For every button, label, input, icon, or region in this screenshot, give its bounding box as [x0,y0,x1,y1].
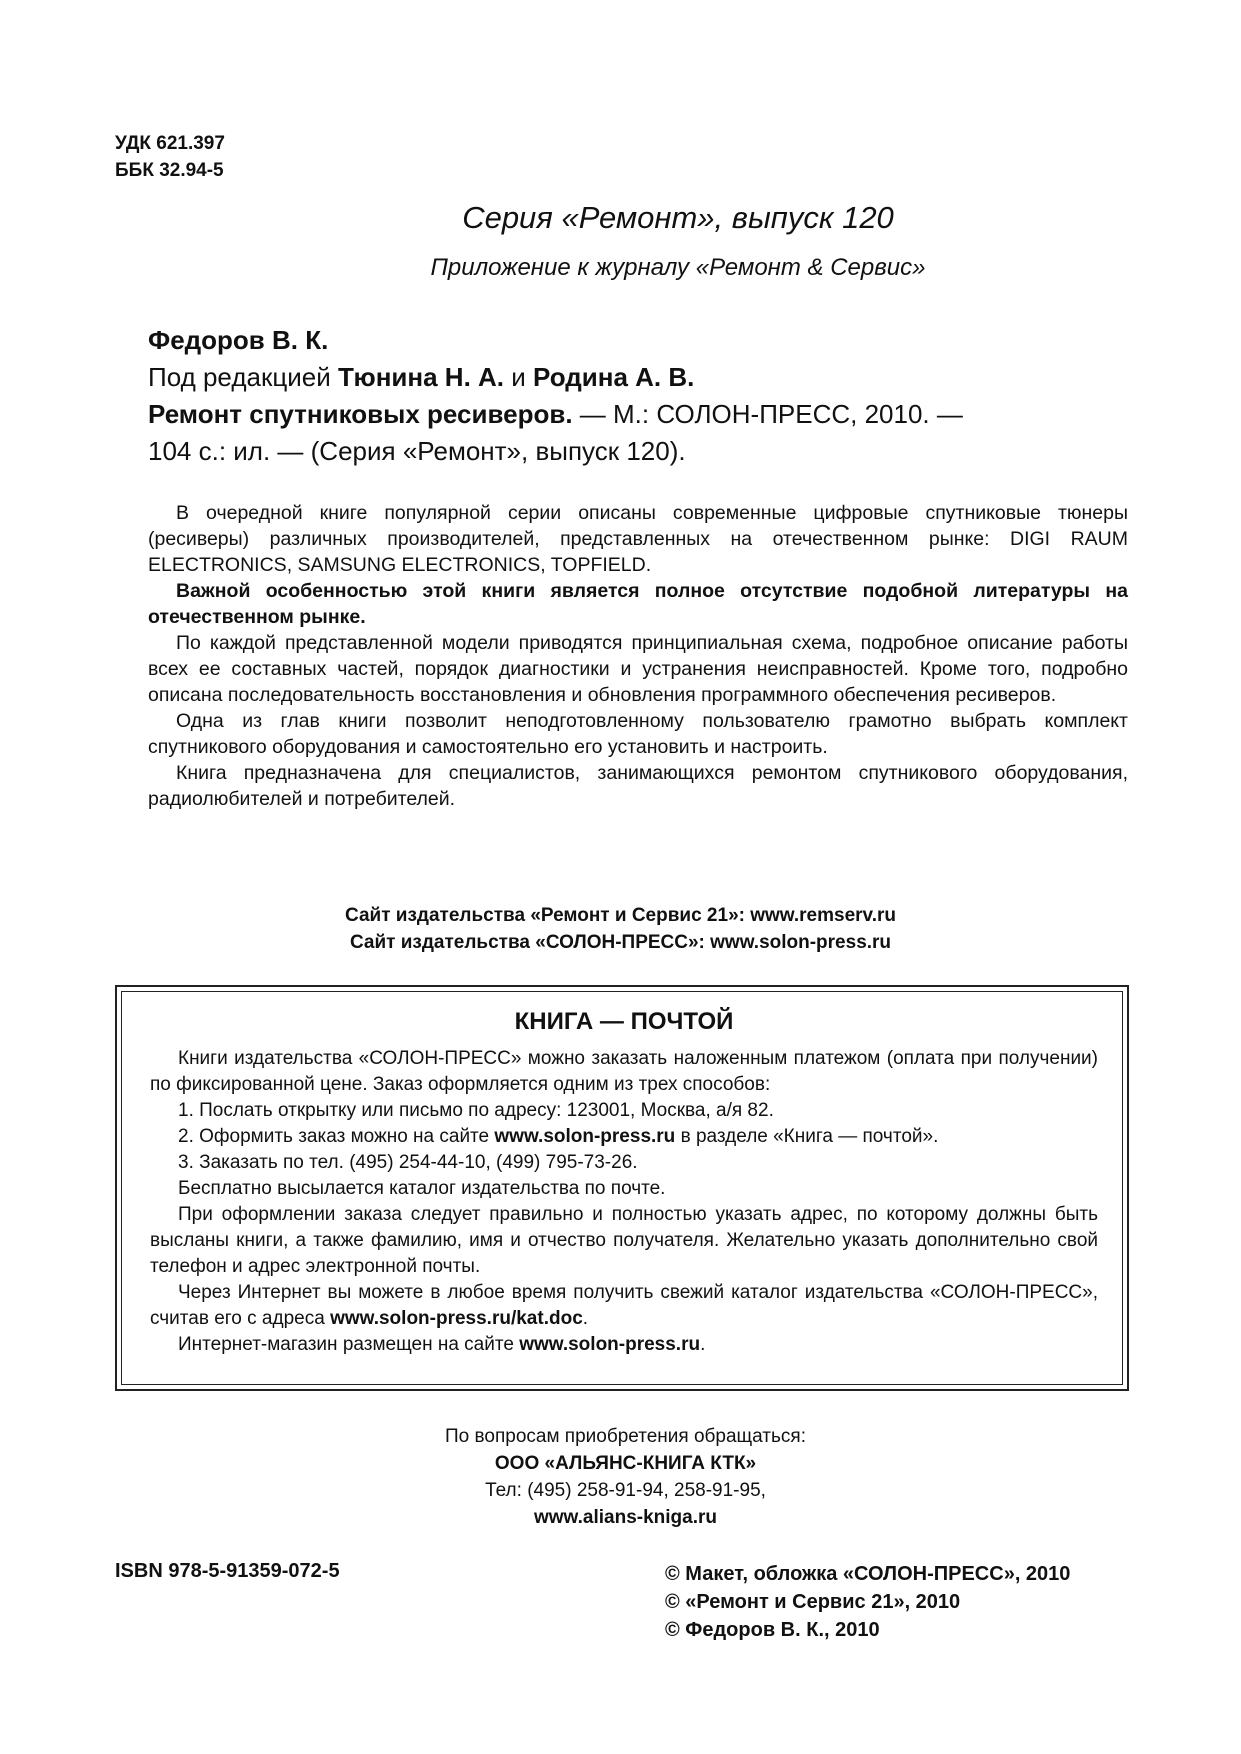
copyright-line: © Макет, обложка «СОЛОН-ПРЕСС», 2010 [665,1563,1071,1585]
mail-internet-text: Через Интернет вы можете в любое время получить свежий каталог издательства «СОЛОН-ПРЕСС», считав его с адреса [150,1282,1098,1329]
mail-shop-text: Интернет-магазин размещен на сайте [178,1334,514,1355]
copyright-line: © «Ремонт и Сервис 21», 2010 [665,1591,961,1613]
site-solon: Сайт издательства «СОЛОН-ПРЕСС»: www.solon-press.ru [349,932,892,953]
annotation-paragraph-bold: Важной особенностью этой книги является полное отсутствие подобной литературы на отечественном рынке. [148,580,1128,628]
mail-shop-end: . [700,1334,706,1355]
contacts-site: www.alians-kniga.ru [533,1507,717,1528]
mail-catalog: Бесплатно высылается каталог издательства по почте. [178,1178,666,1199]
series-title: Серия «Ремонт», выпуск 120 [462,200,894,235]
isbn: ISBN 978-5-91359-072-5 [115,1560,340,1582]
editor-and: и [511,362,526,392]
annotation-paragraph: По каждой представленной модели приводятся принципиальная схема, подробное описание работы всех ее составных частей, порядок диагностики и устранения неисправностей. Кроме того, подробно описана последовательность восстановления и обновления программного обеспечения ресиверов. [148,632,1128,706]
publisher-sites [0,902,1241,956]
mail-order-box [115,985,1129,1391]
bbk-code: ББК 32.94-5 [115,160,224,181]
mail-order-body [150,1046,1098,1358]
imprint: — М.: СОЛОН-ПРЕСС, 2010. — [579,399,963,429]
mail-order-note: При оформлении заказа следует правильно и полностью указать адрес, по которому должны быть высланы книги, а также фамилию, имя и отчество получателя. Желательно указать дополнительно свой телефон и адрес электронной почты. [150,1204,1098,1277]
editor-1: Тюнина Н. А. [337,362,505,392]
contacts-intro: По вопросам приобретения обращаться: [445,1426,806,1447]
mail-option-2 [150,1124,1098,1150]
mail-order-inner [121,991,1123,1385]
annotation-paragraph: Книга предназначена для специалистов, занимающихся ремонтом спутникового оборудования, радиолюбителей и потребителей. [148,762,1128,810]
mail-option-2-text: 2. Оформить заказ можно на сайте [178,1126,490,1147]
annotation-paragraph: В очередной книге популярной серии описаны современные цифровые спутниковые тюнеры (ресиверы) различных производителей, представленных на отечественном рынке: DIGI RAUM ELECTRONICS, SAMSUNG ELECTRONICS, TOPFIELD. [148,502,1128,576]
mail-option-2-section: в разделе «Книга — почтой». [680,1126,939,1147]
copyright-line: © Федоров В. К., 2010 [665,1619,880,1641]
mail-option-1: 1. Послать открытку или письмо по адресу: 123001, Москва, а/я 82. [178,1100,774,1121]
site-remserv: Сайт издательства «Ремонт и Сервис 21»: www.remserv.ru [345,905,896,926]
mail-option-3: 3. Заказать по тел. (495) 254-44-10, (499) 795-73-26. [178,1152,638,1173]
annotation [148,500,1128,812]
editors-line [148,359,1108,396]
mail-internet [150,1280,1098,1332]
mail-option-2-site: www.solon-press.ru [494,1126,676,1147]
bibliographic-record [148,322,1108,470]
pages-line: 104 с.: ил. — (Серия «Ремонт», выпуск 120). [148,436,686,466]
mail-shop-url: www.solon-press.ru [519,1334,701,1355]
author: Федоров В. К. [148,325,329,355]
editor-2: Родина А. В. [533,362,695,392]
book-title: Ремонт спутниковых ресиверов. [148,399,573,429]
contacts-company: ООО «АЛЬЯНС-КНИГА КТК» [494,1453,757,1474]
purchase-contacts [0,1423,1241,1531]
udk-code: УДК 621.397 [115,133,225,154]
mail-internet-url: www.solon-press.ru/kat.doc [330,1308,583,1329]
editor-prefix: Под редакцией [148,362,331,392]
contacts-phones: Тел: (495) 258-91-94, 258-91-95, [485,1480,766,1501]
mail-intro: Книги издательства «СОЛОН-ПРЕСС» можно заказать наложенным платежом (оплата при получении) по фиксированной цене. Заказ оформляется одним из трех способов: [150,1048,1098,1095]
title-line [148,396,1108,433]
classification-block [115,130,225,184]
mail-shop [150,1332,1098,1358]
annotation-paragraph: Одна из глав книги позволит неподготовленному пользователю грамотно выбрать комплект спутникового оборудования и самостоятельно его установить и настроить. [148,710,1128,758]
supplement-note: Приложение к журналу «Ремонт & Сервис» [430,254,926,281]
mail-order-title: КНИГА — ПОЧТОЙ [514,1008,734,1035]
mail-internet-end: . [582,1308,589,1329]
copyright-block [665,1560,1070,1644]
